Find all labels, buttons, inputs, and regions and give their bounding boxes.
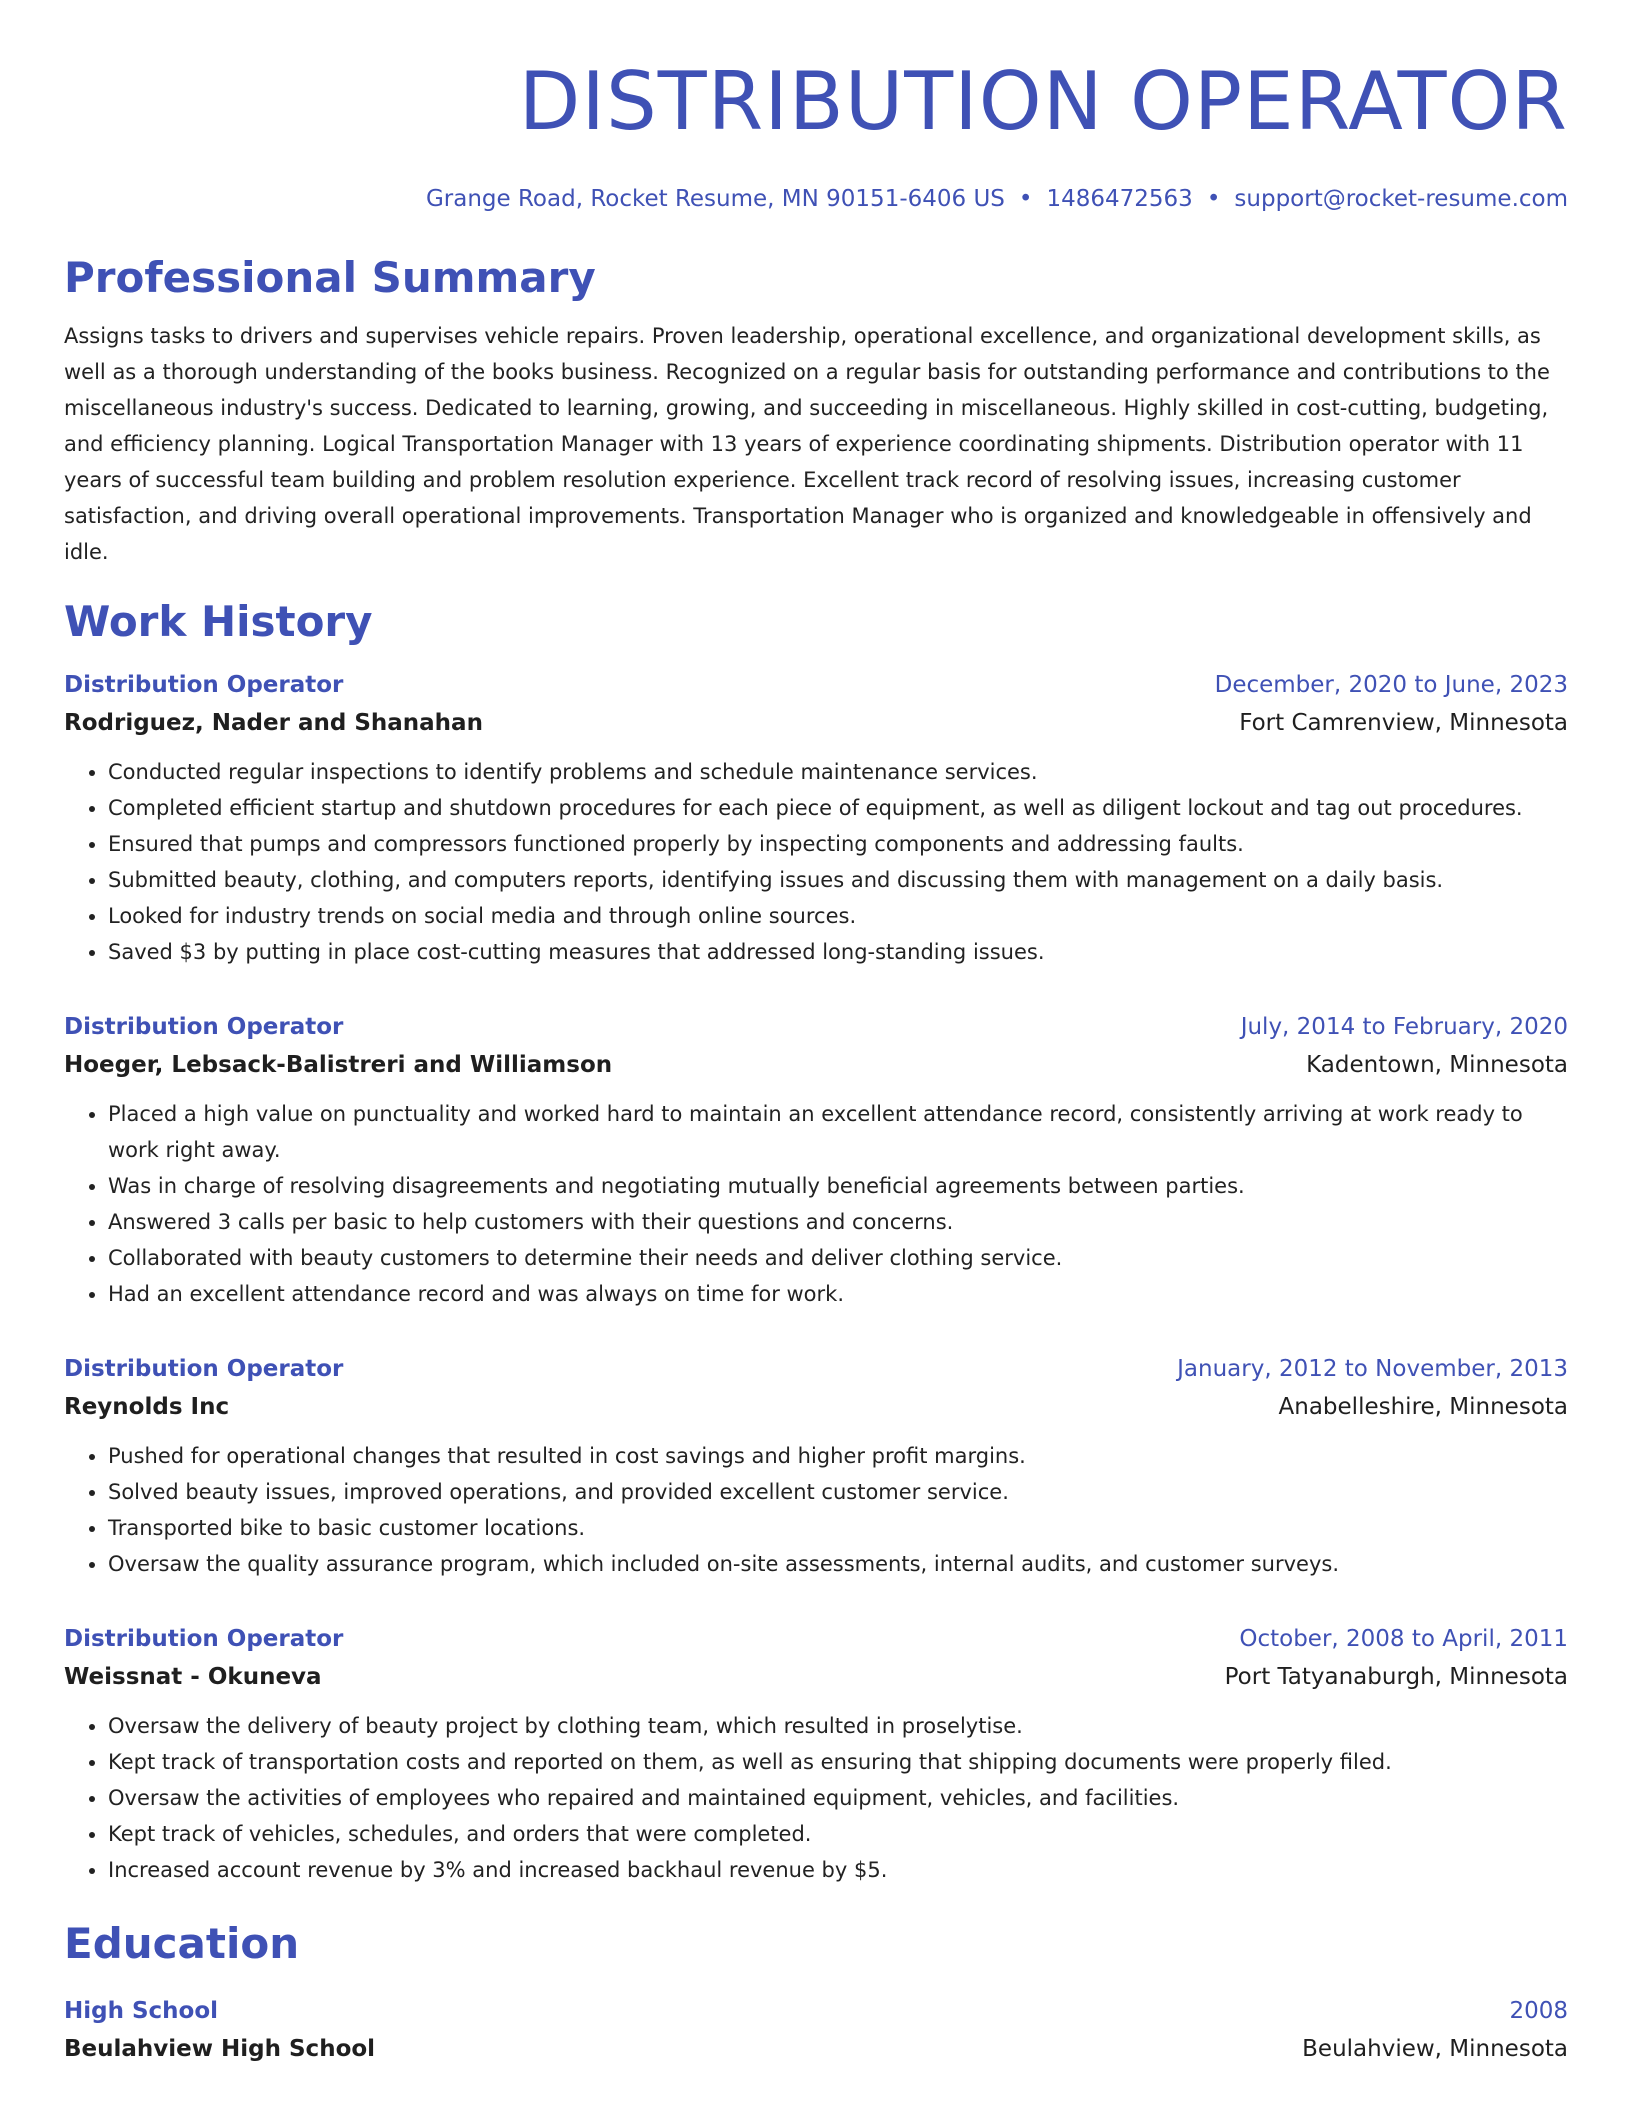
contact-separator: •: [1206, 186, 1221, 212]
job-entry: [64, 1350, 1568, 1582]
job-bullet: • Kept track of transportation costs and reported on them, as well as ensuring that shipping documents were properly filed.: [108, 1744, 1568, 1780]
phone: 1486472563: [1046, 186, 1193, 212]
address: Grange Road, Rocket Resume, MN 90151-6406 US: [425, 186, 1005, 212]
job-bullet: • Increased account revenue by 3% and increased backhaul revenue by $5.: [108, 1852, 1568, 1888]
job-bullets: [64, 1096, 1568, 1312]
job-title-row: [64, 666, 1568, 704]
contact-line: [64, 184, 1568, 214]
education-location: Beulahview, Minnesota: [1302, 2036, 1568, 2062]
job-bullet: • Oversaw the activities of employees who repaired and maintained equipment, vehicles, and facilities.: [108, 1780, 1568, 1816]
education-school: Beulahview High School: [64, 2036, 376, 2062]
education-year: 2008: [1509, 1998, 1568, 2024]
job-role: Distribution Operator: [64, 1626, 344, 1652]
job-dates: July, 2014 to February, 2020: [1240, 1014, 1568, 1040]
job-location: Anabelleshire, Minnesota: [1278, 1394, 1568, 1420]
job-title-row: [64, 1620, 1568, 1658]
job-entry: [64, 666, 1568, 970]
contact-separator: •: [1018, 186, 1033, 212]
job-company: Reynolds Inc: [64, 1394, 230, 1420]
job-bullets: [64, 1438, 1568, 1582]
job-bullet: • Submitted beauty, clothing, and computers reports, identifying issues and discussing them with management on a daily basis.: [108, 862, 1568, 898]
job-company-row: [64, 1658, 1568, 1696]
job-role: Distribution Operator: [64, 1014, 344, 1040]
job-company-row: [64, 1046, 1568, 1084]
job-company: Hoeger, Lebsack-Balistreri and Williamson: [64, 1052, 613, 1078]
section-title-summary: Professional Summary: [64, 253, 596, 302]
education-entry: [64, 1992, 1568, 2068]
education-school-row: [64, 2030, 1568, 2068]
job-bullet: • Pushed for operational changes that resulted in cost savings and higher profit margins.: [108, 1438, 1568, 1474]
job-location: Fort Camrenview, Minnesota: [1239, 710, 1568, 736]
job-bullet: • Looked for industry trends on social media and through online sources.: [108, 898, 1568, 934]
job-bullet: • Had an excellent attendance record and was always on time for work.: [108, 1276, 1568, 1312]
job-title-row: [64, 1350, 1568, 1388]
job-bullet: • Kept track of vehicles, schedules, and orders that were completed.: [108, 1816, 1568, 1852]
resume-header: [64, 54, 1568, 214]
job-bullet: • Completed efficient startup and shutdown procedures for each piece of equipment, as well as diligent lockout and tag out procedures.: [108, 790, 1568, 826]
job-dates: October, 2008 to April, 2011: [1239, 1626, 1568, 1652]
job-bullet: • Was in charge of resolving disagreements and negotiating mutually beneficial agreements between parties.: [108, 1168, 1568, 1204]
job-company-row: [64, 704, 1568, 742]
job-bullet: • Answered 3 calls per basic to help customers with their questions and concerns.: [108, 1204, 1568, 1240]
job-company-row: [64, 1388, 1568, 1426]
job-bullet: • Ensured that pumps and compressors functioned properly by inspecting components and addressing faults.: [108, 826, 1568, 862]
job-bullet: • Collaborated with beauty customers to determine their needs and deliver clothing service.: [108, 1240, 1568, 1276]
job-bullet: • Conducted regular inspections to identify problems and schedule maintenance services.: [108, 754, 1568, 790]
job-dates: December, 2020 to June, 2023: [1214, 672, 1568, 698]
job-bullet: • Oversaw the delivery of beauty project by clothing team, which resulted in proselytise.: [108, 1708, 1568, 1744]
job-entry: [64, 1008, 1568, 1312]
job-location: Kadentown, Minnesota: [1306, 1052, 1568, 1078]
email: support@rocket-resume.com: [1234, 186, 1568, 212]
job-entry: [64, 1620, 1568, 1888]
job-role: Distribution Operator: [64, 1356, 344, 1382]
summary-text: Assigns tasks to drivers and supervises vehicle repairs. Proven leadership, operational excellence, and organizational development skills, as well as a thorough understanding of the books business. Recognized on a regular basis for outstanding performance and contributions to the miscellaneous industry's success. Dedicated to learning, growing, and succeeding in miscellaneous. Highly skilled in cost-cutting, budgeting, and efficiency planning. Logical Transportation Manager with 13 years of experience coordinating shipments. Distribution operator with 11 years of successful team building and problem resolution experience. Excellent track record of resolving issues, increasing customer satisfaction, and driving overall operational improvements. Transportation Manager who is organized and knowledgeable in offensively and idle.: [64, 324, 1550, 564]
job-bullet: • Placed a high value on punctuality and worked hard to maintain an excellent attendance record, consistently arriving at work ready to work right away.: [108, 1096, 1568, 1168]
job-bullet: • Transported bike to basic customer locations.: [108, 1510, 1568, 1546]
job-title-row: [64, 1008, 1568, 1046]
job-location: Port Tatyanaburgh, Minnesota: [1224, 1664, 1568, 1690]
education-title-row: [64, 1992, 1568, 2030]
job-bullet: • Saved $3 by putting in place cost-cutting measures that addressed long-standing issues.: [108, 934, 1568, 970]
section-title-education: Education: [64, 1919, 300, 1968]
job-dates: January, 2012 to November, 2013: [1177, 1356, 1568, 1382]
job-bullets: [64, 754, 1568, 970]
job-bullet: • Oversaw the quality assurance program, which included on-site assessments, internal audits, and customer surveys.: [108, 1546, 1568, 1582]
job-bullets: [64, 1708, 1568, 1888]
job-company: Weissnat - Okuneva: [64, 1664, 322, 1690]
job-company: Rodriguez, Nader and Shanahan: [64, 710, 483, 736]
job-bullet: • Solved beauty issues, improved operations, and provided excellent customer service.: [108, 1474, 1568, 1510]
education-degree: High School: [64, 1998, 219, 2024]
section-title-work-history: Work History: [64, 597, 373, 646]
candidate-name: DISTRIBUTION OPERATOR: [518, 55, 1568, 148]
job-role: Distribution Operator: [64, 672, 344, 698]
